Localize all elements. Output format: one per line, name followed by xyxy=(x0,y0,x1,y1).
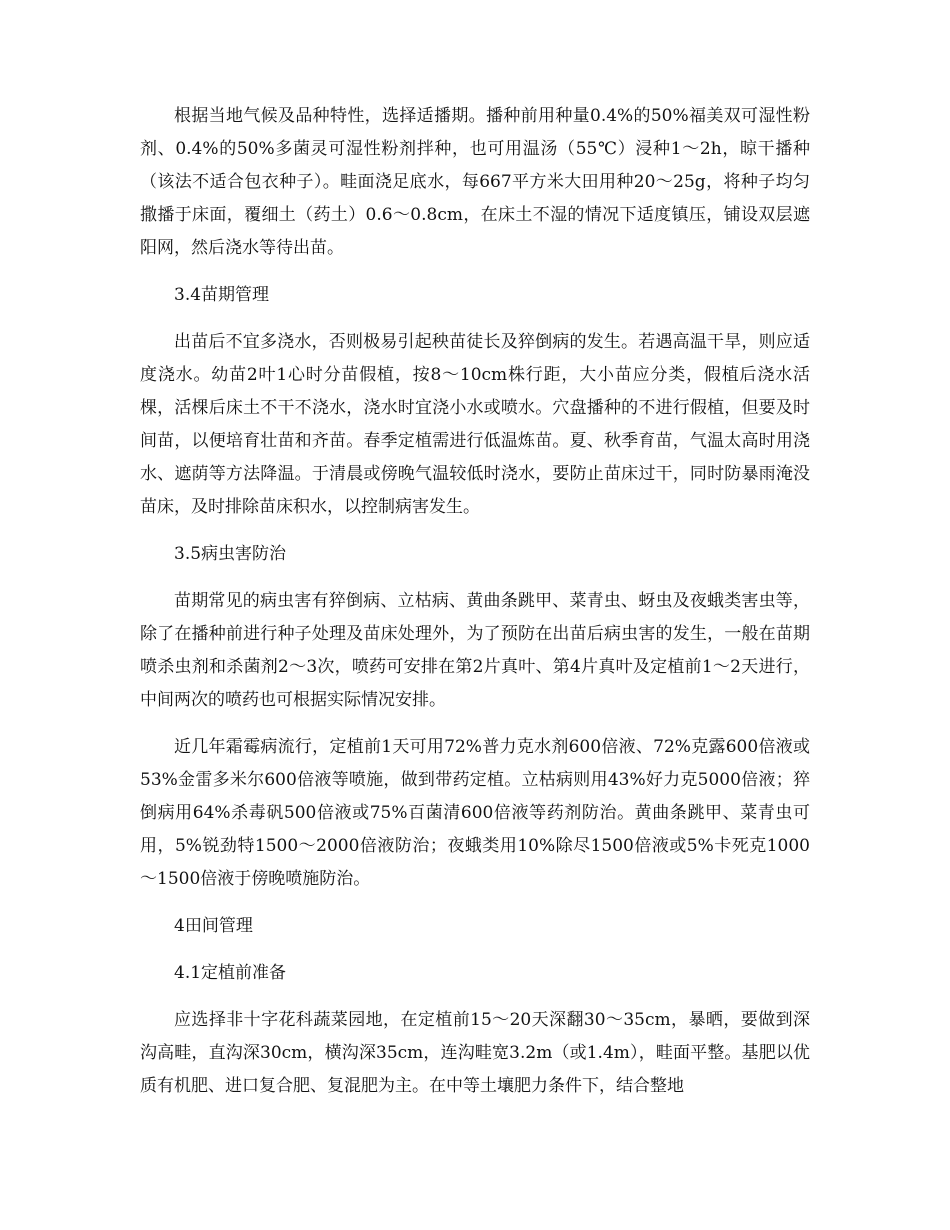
document-body xyxy=(140,100,810,1117)
section-heading-seedling-management: 3.4苗期管理 xyxy=(174,285,270,305)
paragraph-pre-planting: 应选择非十字花科蔬菜园地，在定植前15～20天深翻30～35cm，暴晒，要做到深沟高畦，直沟深30cm，横沟深35cm，连沟畦宽3.2m（或1.4m），畦面平整。基肥以优质有机肥、进口复合肥、复混肥为主。在中等土壤肥力条件下，结合整地 xyxy=(140,1010,810,1096)
paragraph-seedling-management: 出苗后不宜多浇水，否则极易引起秧苗徒长及猝倒病的发生。若遇高温干旱，则应适度浇水。幼苗2叶1心时分苗假植，按8～10cm株行距，大小苗应分类，假植后浇水活棵，活棵后床土不干不浇水，浇水时宜浇小水或喷水。穴盘播种的不进行假植，但要及时间苗，以便培育壮苗和齐苗。春季定植需进行低温炼苗。夏、秋季育苗，气温太高时用浇水、遮荫等方法降温。于清晨或傍晚气温较低时浇水，要防止苗床过干，同时防暴雨淹没苗床，及时排除苗床积水，以控制病害发生。 xyxy=(140,332,810,517)
paragraph-downy-mildew: 近几年霜霉病流行，定植前1天可用72%普力克水剂600倍液、72%克露600倍液或53%金雷多米尔600倍液等喷施，做到带药定植。立枯病则用43%好力克5000倍液；猝倒病用64%杀毒矾500倍液或75%百菌清600倍液等药剂防治。黄曲条跳甲、菜青虫可用，5%锐劲特1500～2000倍液防治；夜蛾类用10%除尽1500倍液或5%卡死克1000～1500倍液于傍晚喷施防治。 xyxy=(140,737,810,889)
section-heading-field-management: 4田间管理 xyxy=(174,916,253,936)
paragraph-pest-control: 苗期常见的病虫害有猝倒病、立枯病、黄曲条跳甲、菜青虫、蚜虫及夜蛾类害虫等，除了在播种前进行种子处理及苗床处理外，为了预防在出苗后病虫害的发生，一般在苗期喷杀虫剂和杀菌剂2～3次，喷药可安排在第2片真叶、第4片真叶及定植前1～2天进行，中间两次的喷药也可根据实际情况安排。 xyxy=(140,591,810,710)
paragraph-sowing: 根据当地气候及品种特性，选择适播期。播种前用种量0.4%的50%福美双可湿性粉剂、0.4%的50%多菌灵可湿性粉剂拌种，也可用温汤（55℃）浸种1～2h，晾干播种（该法不适合包衣种子）。畦面浇足底水，每667平方米大田用种20～25g，将种子均匀撒播于床面，覆细土（药土）0.6～0.8cm，在床土不湿的情况下适度镇压，铺设双层遮阳网，然后浇水等待出苗。 xyxy=(140,106,810,258)
section-heading-pre-planting: 4.1定植前准备 xyxy=(174,963,287,983)
section-heading-pest-control: 3.5病虫害防治 xyxy=(174,544,287,564)
